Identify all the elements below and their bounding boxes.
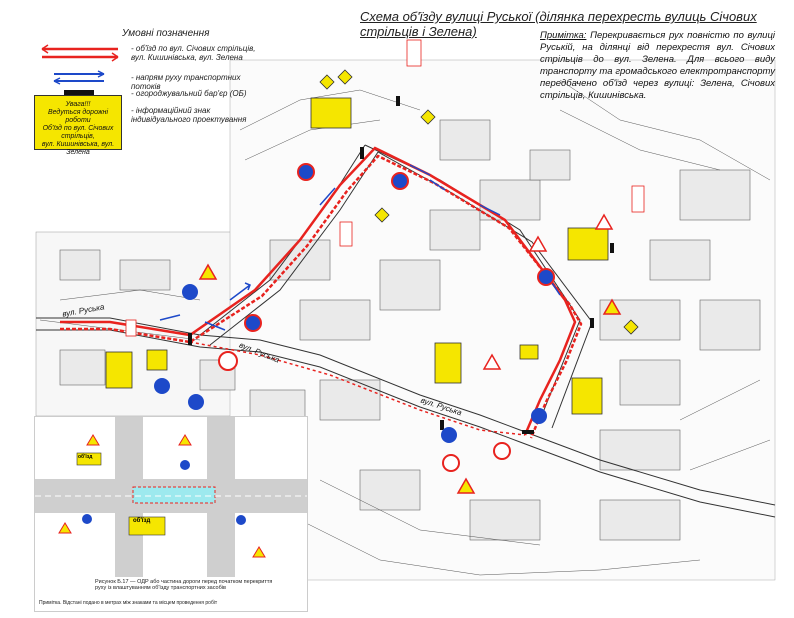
- detour-arrows-icon: [34, 44, 124, 64]
- inset-scheme: [34, 416, 308, 612]
- legend-item-info-label: - інформаційний знак індивідуального проектування: [131, 106, 247, 124]
- legend-item-barrier-label: - огороджувальний бар'єр (ОБ): [131, 89, 247, 98]
- street-label-ruska-mid: вул. Руська: [237, 340, 281, 365]
- inset-footnote: Примітка. Відстані подано в метрах між знаками та місцем проведення робіт: [39, 600, 218, 606]
- inset-diagram: [35, 417, 307, 577]
- inset-caption: Рисунок Б.17 — ОДР або частина дороги перед початком перекриття руху із влаштуванням об'їзду транспортних засобів: [95, 579, 273, 591]
- note-label: Примітка:: [540, 30, 587, 41]
- warning-line-4: вул. Кишинівська, вул. Зелена: [41, 141, 115, 156]
- legend-item-detour-label: - об'їзд по вул. Січових стрільців, вул. Кишинівська, вул. Зелена: [131, 44, 256, 62]
- warning-line-2: Ведуться дорожні роботи: [47, 109, 109, 124]
- traffic-direction-icon: [34, 70, 124, 86]
- legend-header: Умовні позначення: [122, 28, 210, 39]
- inset-sign-text-2: об'їзд: [78, 454, 93, 460]
- note-text: Перекривається рух повністю по вулиці Руській, на ділянці від перехрестя вул. Січових стрільців до вул. Зелена. Для всього виду транспорту та громадського електротранспорту передбачено об'їзд через вулиці: Зелена, Січових стрільців, Кишинівська.: [540, 30, 775, 101]
- street-label-ruska-right: вул. Руська: [419, 395, 463, 418]
- legend-item-direction-label: - напрям руху транспортних потоків: [131, 73, 241, 91]
- legend-item-detour: [34, 44, 260, 66]
- map-title: Схема об'їзду вулиці Руської (ділянка перехресть вулиць Січових стрільців і Зелена): [360, 9, 757, 39]
- warning-line-1: Увага!!!: [65, 101, 91, 108]
- info-sign-warning: [34, 95, 122, 156]
- warning-line-3: Об'їзд по вул. Січових стрільців,: [42, 125, 114, 140]
- note-block: [540, 30, 775, 102]
- street-label-ruska-left: вул. Руська: [61, 302, 106, 319]
- inset-sign-text-1: об'їзд: [133, 518, 151, 524]
